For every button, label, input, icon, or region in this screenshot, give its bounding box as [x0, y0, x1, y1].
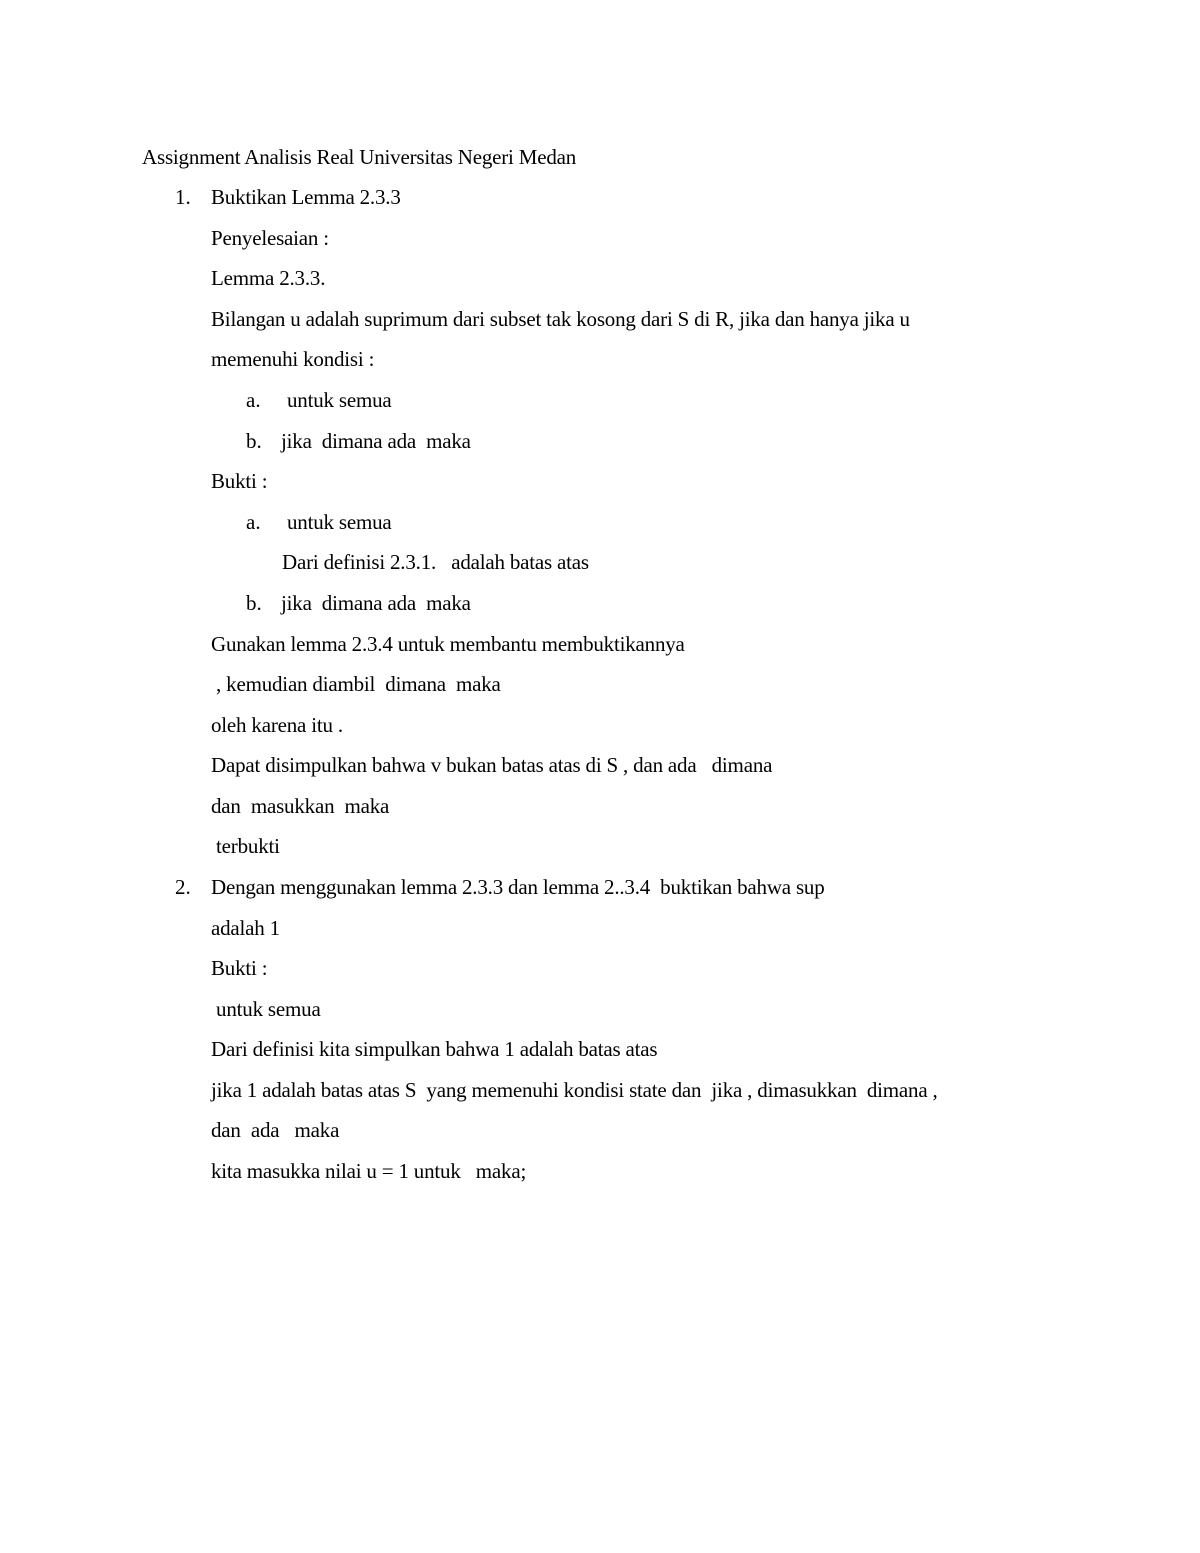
dan-ada-line: dan ada maka: [211, 1118, 340, 1142]
proof-b-text: jika dimana ada maka: [281, 591, 471, 615]
penyelesaian-label: Penyelesaian :: [211, 226, 329, 250]
item-1-number: 1.: [175, 185, 191, 209]
kita-masukka-line: kita masukka nilai u = 1 untuk maka;: [211, 1159, 527, 1183]
lemma-label: Lemma 2.3.3.: [211, 266, 326, 290]
terbukti-line: terbukti: [211, 834, 280, 858]
item-2-heading: Dengan menggunakan lemma 2.3.3 dan lemma 2..3.4 buktikan bahwa sup: [211, 875, 825, 899]
lemma-statement-line-1: Bilangan u adalah suprimum dari subset tak kosong dari S di R, jika dan hanya jika u: [211, 307, 910, 331]
document-title: Assignment Analisis Real Universitas Negeri Medan: [142, 145, 577, 169]
untuk-semua-line: untuk semua: [211, 997, 321, 1021]
dapat-line: Dapat disimpulkan bahwa v bukan batas atas di S , dan ada dimana: [211, 753, 773, 777]
proof-b-marker: b.: [246, 591, 262, 615]
bukti-label: Bukti :: [211, 469, 268, 493]
condition-b-text: jika dimana ada maka: [281, 429, 471, 453]
item-2-number: 2.: [175, 875, 191, 899]
condition-a-marker: a.: [246, 388, 261, 412]
condition-a-text: untuk semua: [287, 388, 392, 412]
bukti-2-label: Bukti :: [211, 956, 268, 980]
proof-a-marker: a.: [246, 510, 261, 534]
item-1-heading: Buktikan Lemma 2.3.3: [211, 185, 401, 209]
dari-definisi-line: Dari definisi kita simpulkan bahwa 1 adalah batas atas: [211, 1037, 658, 1061]
oleh-line: oleh karena itu .: [211, 713, 343, 737]
proof-a-note: Dari definisi 2.3.1. adalah batas atas: [282, 550, 589, 574]
jika-line: jika 1 adalah batas atas S yang memenuhi kondisi state dan jika , dimasukkan dimana ,: [211, 1078, 938, 1102]
kemudian-line: , kemudian diambil dimana maka: [211, 672, 501, 696]
dan-masukkan-line: dan masukkan maka: [211, 794, 390, 818]
adalah-line: adalah 1: [211, 916, 280, 940]
condition-b-marker: b.: [246, 429, 262, 453]
gunakan-line: Gunakan lemma 2.3.4 untuk membantu membuktikannya: [211, 632, 685, 656]
proof-a-text: untuk semua: [287, 510, 392, 534]
lemma-statement-line-2: memenuhi kondisi :: [211, 347, 375, 371]
